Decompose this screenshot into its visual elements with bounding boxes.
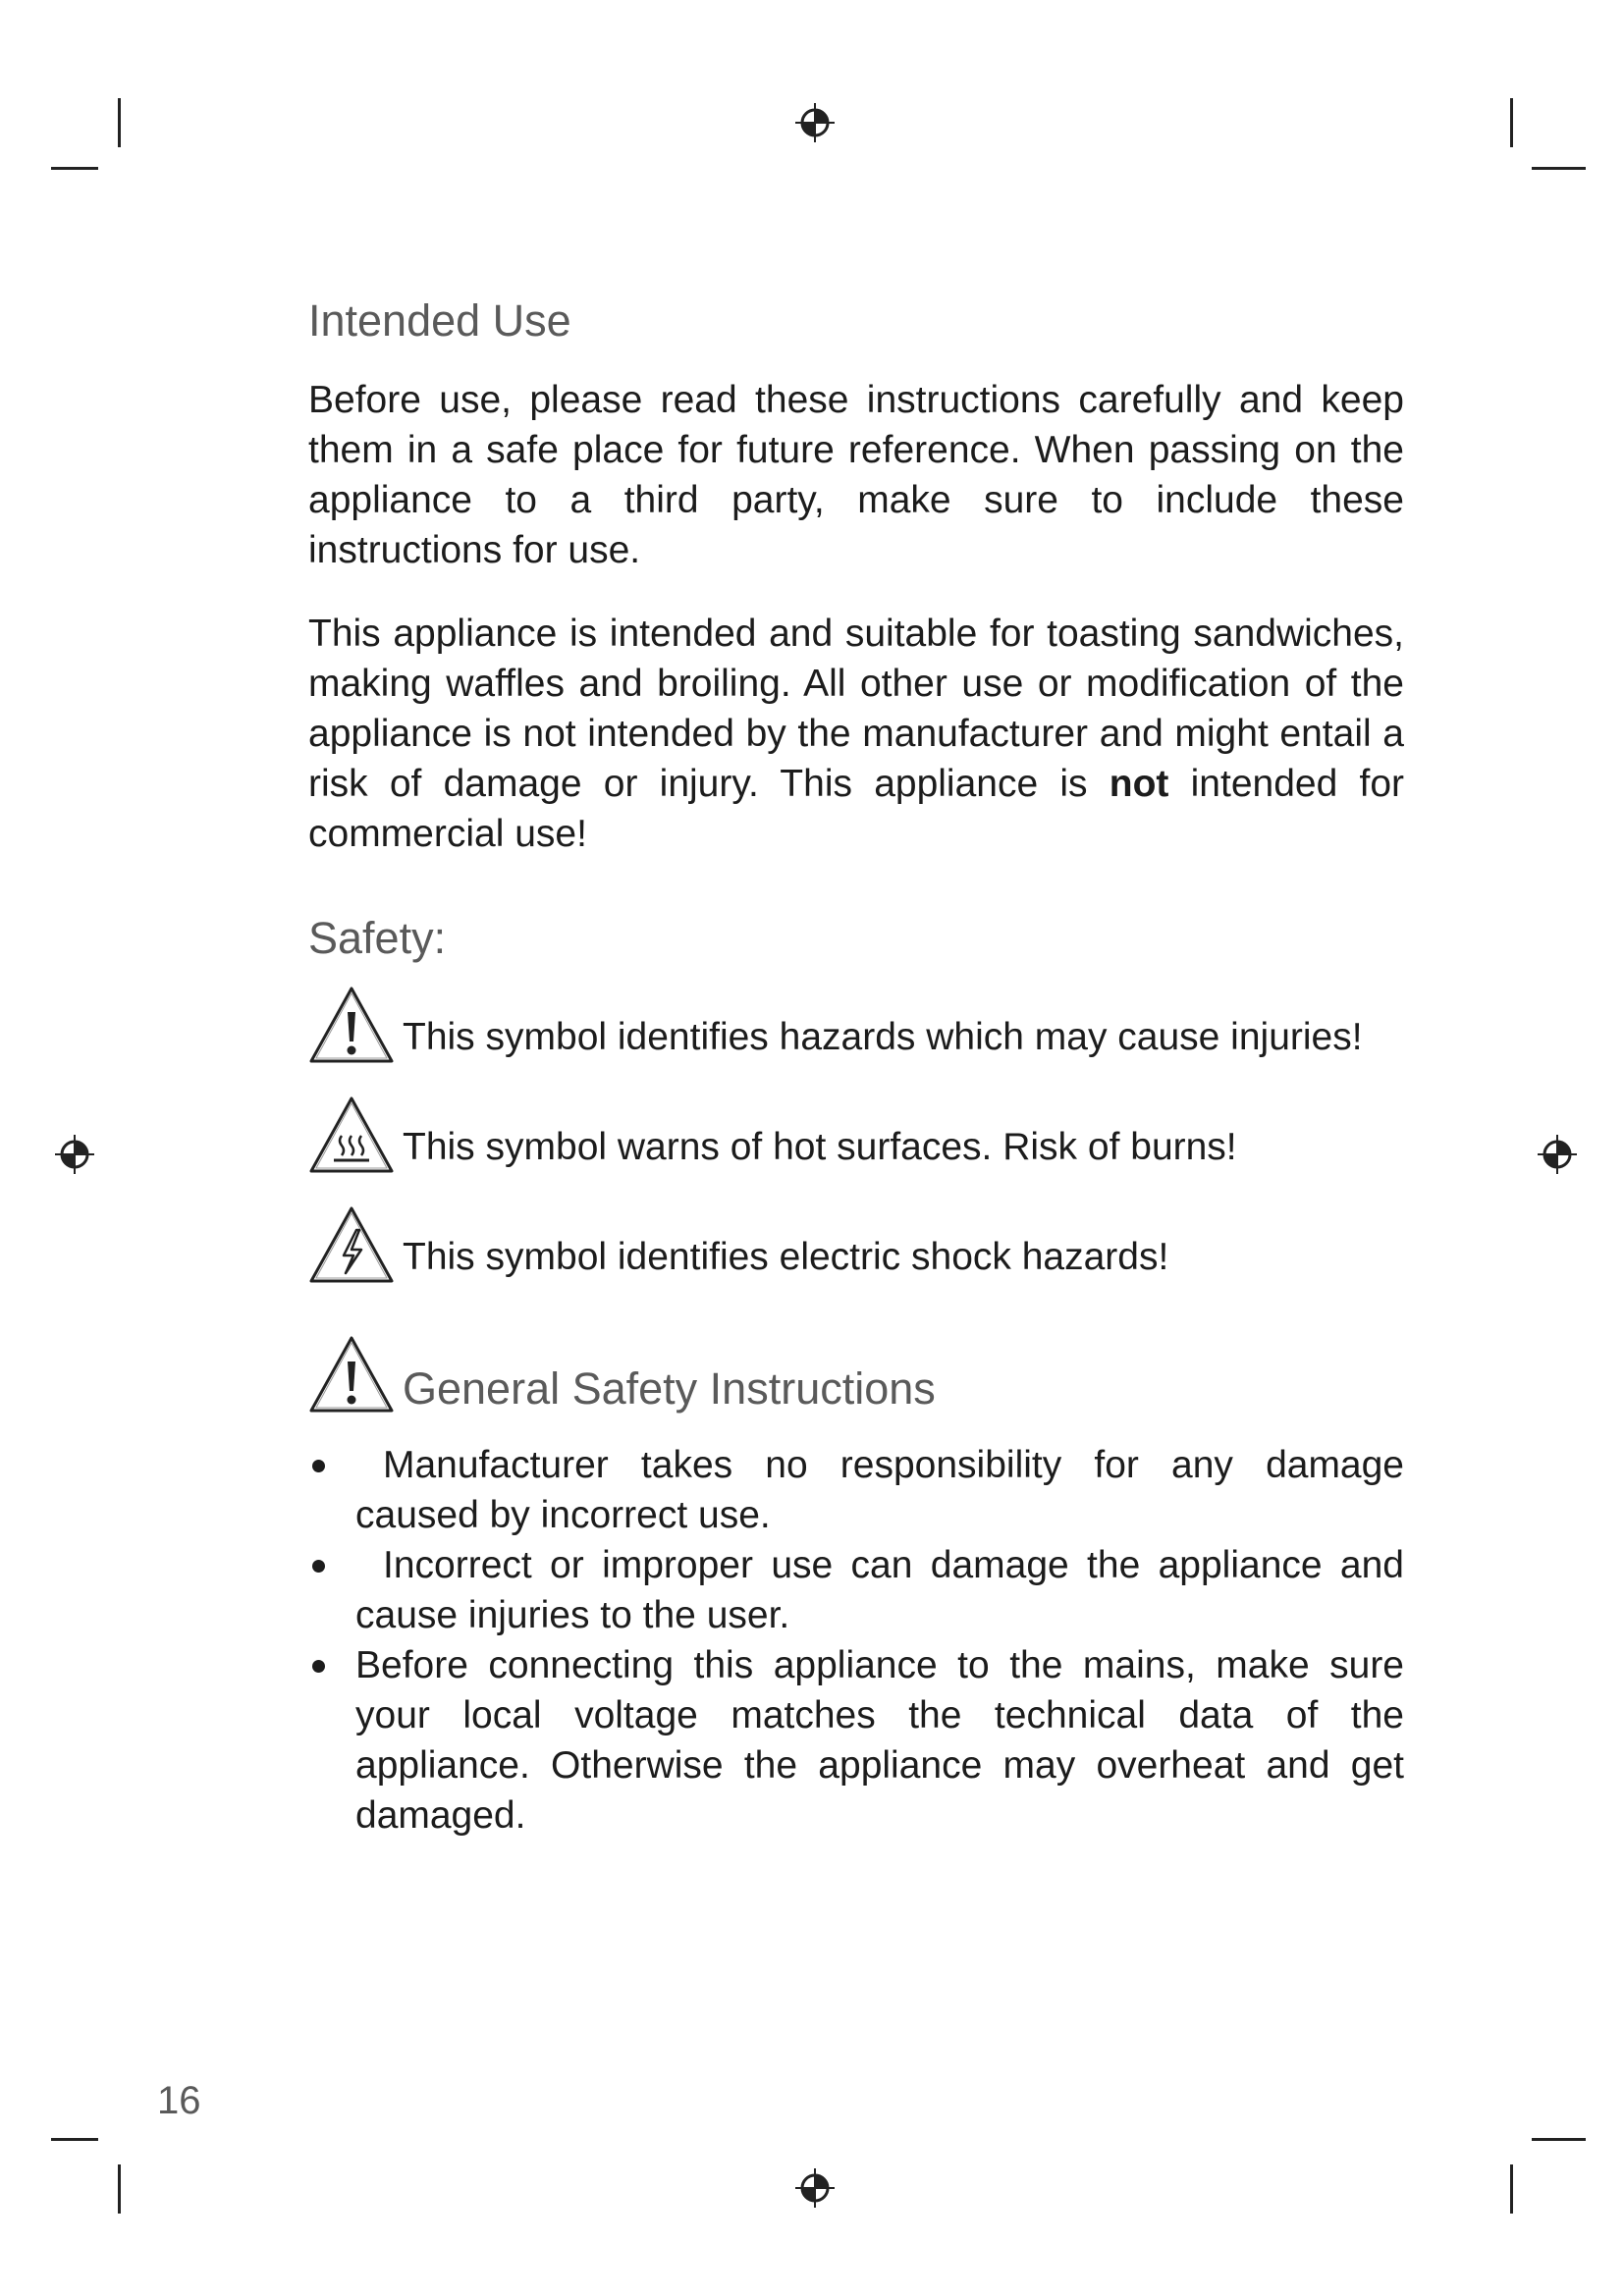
registration-mark-icon — [793, 101, 837, 144]
paragraph-2-bold-word: not — [1109, 763, 1169, 805]
safety-heading: Safety: — [308, 913, 447, 963]
general-safety-heading: General Safety Instructions — [403, 1362, 936, 1414]
crop-mark — [1510, 2164, 1513, 2214]
general-safety-list — [308, 1440, 1404, 1841]
list-item-text: Before connecting this appliance to the mains, make sure your local voltage matches the technical data of the appliance. Otherwise the appliance may overheat and get damaged. — [355, 1644, 1404, 1837]
list-item-text: Incorrect or improper use can damage the appliance and cause injuries to the user. — [355, 1544, 1404, 1636]
intended-use-paragraph-1: Before use, please read these instructions carefully and keep them in a safe place for future reference. When passing on the appliance to a third party, make sure to include these instructions for use. — [308, 379, 1404, 571]
paragraph-2-text-start: This appliance is intended and suitable for toasting sandwiches, making waffles and broiling. All other use or modification of the appliance is not intended by the manufacturer and might entail a risk of damage or injury. This appliance is — [308, 613, 1404, 805]
registration-mark-icon — [1536, 1133, 1579, 1176]
symbol-row-hot-surface — [308, 1095, 1404, 1175]
hot-surface-icon — [308, 1095, 395, 1175]
crop-mark — [51, 167, 98, 170]
list-item — [308, 1440, 1404, 1540]
symbol-row-electric-shock — [308, 1204, 1404, 1285]
paragraph-2-text-end: intended for commercial use! — [308, 763, 1405, 855]
bullet-icon — [312, 1460, 325, 1472]
intended-use-paragraph-2 — [308, 609, 1404, 859]
crop-mark — [118, 98, 121, 147]
page-content — [308, 294, 1404, 1841]
crop-mark — [1510, 98, 1513, 147]
registration-mark-icon — [53, 1133, 96, 1176]
crop-mark — [118, 2164, 121, 2214]
crop-mark — [51, 2138, 98, 2141]
symbol-text-hot-surface: This symbol warns of hot surfaces. Risk of burns! — [403, 1126, 1237, 1168]
intended-use-heading: Intended Use — [308, 295, 571, 346]
general-safety-heading-row — [308, 1334, 1404, 1415]
list-item — [308, 1640, 1404, 1841]
warning-exclamation-icon — [308, 1334, 395, 1415]
bullet-icon — [312, 1560, 325, 1573]
symbol-text-electric-shock: This symbol identifies electric shock hazards! — [403, 1236, 1169, 1278]
symbol-row-hazard — [308, 985, 1404, 1065]
list-item-text: Manufacturer takes no responsibility for any damage caused by incorrect use. — [355, 1444, 1404, 1536]
bullet-icon — [312, 1660, 325, 1673]
list-item — [308, 1540, 1404, 1640]
registration-mark-icon — [793, 2166, 837, 2210]
electric-shock-icon — [308, 1204, 395, 1285]
crop-mark — [1532, 2138, 1586, 2141]
symbol-text-hazard: This symbol identifies hazards which may cause injuries! — [403, 1016, 1363, 1058]
crop-mark — [1532, 167, 1586, 170]
page-number: 16 — [157, 2079, 201, 2122]
warning-exclamation-icon — [308, 985, 395, 1065]
